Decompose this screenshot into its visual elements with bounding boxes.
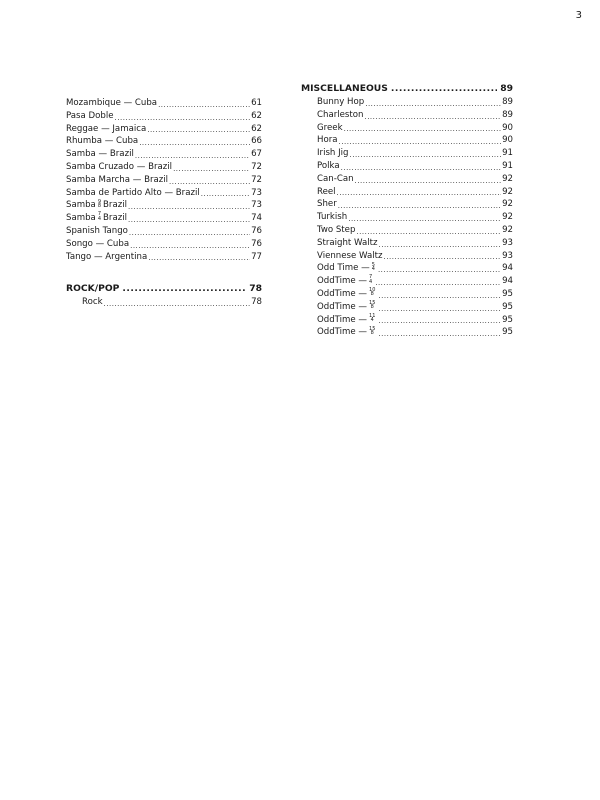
entry-title-text: Two Step (317, 224, 356, 235)
entry-title (66, 110, 114, 123)
time-signature-denominator: 4 (97, 215, 102, 222)
dot-leader (384, 252, 502, 262)
entry-title-text: Polka (317, 160, 340, 171)
time-signature (369, 314, 375, 323)
entry-page: 73 (251, 200, 262, 211)
entry-title (317, 147, 349, 160)
toc-entry[interactable] (66, 148, 262, 161)
entry-page: 90 (502, 135, 513, 146)
entry-page: 92 (502, 224, 513, 235)
dot-leader (201, 189, 250, 199)
entry-title-suffix: Brazil (103, 200, 127, 211)
entry-page: 95 (502, 314, 513, 325)
entry-title (317, 224, 355, 237)
entry-page: 72 (251, 174, 262, 185)
entry-page: 89 (502, 109, 513, 120)
entry-title (317, 186, 336, 199)
entry-page: 61 (251, 98, 262, 108)
toc-entry[interactable] (317, 314, 513, 327)
toc-entry[interactable] (317, 186, 513, 199)
entry-title (66, 148, 134, 161)
entry-title (317, 96, 364, 109)
dot-leader (128, 215, 250, 225)
entry-title (317, 301, 377, 314)
entry-title-text: Pasa Doble (66, 110, 114, 121)
toc-entry[interactable] (317, 262, 513, 275)
entry-title (66, 212, 127, 225)
dot-leader (365, 99, 501, 109)
entry-page: 66 (251, 136, 262, 147)
entry-title-text: OddTime — (317, 288, 368, 299)
entry-title-text: Turkish (317, 212, 348, 223)
entry-page: 91 (502, 160, 513, 171)
entry-title-text: Samba — Brazil (66, 149, 134, 160)
toc-entry[interactable] (66, 135, 262, 148)
toc-entry[interactable] (317, 134, 513, 147)
time-signature-denominator: 4 (370, 317, 374, 324)
dot-leader (378, 265, 501, 275)
toc-entry[interactable] (66, 110, 262, 123)
time-signature (98, 212, 101, 221)
entry-page: 91 (502, 148, 513, 159)
dot-leader (378, 329, 501, 339)
entry-title-text: Viennese Waltz (317, 250, 383, 261)
time-signature-denominator: 8 (370, 291, 374, 298)
entry-title (317, 134, 338, 147)
entry-title-text: Rhumba — Cuba (66, 136, 139, 147)
entry-page: 93 (502, 250, 513, 261)
dot-leader (130, 241, 250, 251)
entry-page: 72 (251, 161, 262, 172)
toc-entry[interactable] (66, 225, 262, 238)
entry-title-text: Reggae — Jamaica (66, 123, 147, 134)
entry-page: 94 (502, 263, 513, 274)
entry-page: 74 (251, 213, 262, 224)
entry-title-text: Reel (317, 186, 336, 197)
toc-entry[interactable] (66, 199, 262, 212)
toc-entry[interactable] (317, 147, 513, 160)
time-signature-numerator: 11 (369, 312, 376, 319)
dot-leader (379, 240, 502, 250)
dot-leader (344, 124, 502, 134)
entry-title-text: Hora (317, 135, 338, 146)
entry-title-text: Odd Time — (317, 263, 370, 274)
entry-title-text: Bunny Hop (317, 97, 365, 107)
entry-title (66, 123, 146, 136)
entry-title (66, 174, 168, 187)
section-page: 78 (249, 283, 262, 295)
misc-heading[interactable] (301, 82, 513, 96)
toc-entry[interactable] (66, 174, 262, 187)
section-title: ROCK/POP (66, 283, 120, 295)
entry-title (66, 251, 147, 264)
dot-leader (337, 188, 502, 198)
time-signature-numerator: 10 (369, 287, 376, 294)
entry-title (317, 262, 377, 275)
dot-leader (147, 125, 250, 135)
toc-entry[interactable] (317, 122, 513, 135)
rockpop-entries-list (66, 296, 262, 309)
section-page: 89 (500, 83, 513, 94)
toc-entry[interactable] (66, 212, 262, 225)
time-signature (98, 200, 101, 209)
toc-entry[interactable] (317, 198, 513, 211)
entry-title-text: Can-Can (317, 173, 354, 184)
toc-entry[interactable] (66, 123, 262, 136)
time-signature (369, 288, 375, 297)
toc-entry[interactable] (317, 224, 513, 237)
dot-leader (391, 82, 497, 96)
entry-title-text: Charleston (317, 109, 364, 120)
time-signature-numerator: 15 (369, 299, 376, 306)
toc-entry[interactable] (317, 160, 513, 173)
entry-title-text: Spanish Tango (66, 225, 128, 236)
entry-title-text: Samba (66, 200, 96, 211)
entry-title (82, 296, 103, 309)
dot-leader (139, 138, 250, 148)
toc-entry[interactable] (317, 275, 513, 288)
entry-title (317, 173, 354, 186)
dot-leader (348, 214, 501, 224)
dot-leader (378, 316, 501, 326)
toc-entry[interactable] (317, 250, 513, 263)
entry-title (317, 250, 383, 263)
entry-title-text: Samba de Partido Alto — Brazil (66, 187, 200, 198)
entry-title (66, 187, 200, 200)
entry-page: 92 (502, 186, 513, 197)
entry-page: 94 (502, 276, 513, 287)
dot-leader (148, 253, 250, 263)
dot-leader (122, 282, 246, 296)
entry-page: 93 (502, 237, 513, 248)
entry-page: 89 (502, 97, 513, 107)
toc-right-column (301, 82, 513, 339)
toc-entry[interactable] (317, 326, 513, 339)
toc-entry[interactable] (317, 109, 513, 122)
time-signature (369, 301, 375, 310)
toc-entry[interactable] (317, 288, 513, 301)
entry-title (66, 135, 138, 148)
page-number: 3 (575, 10, 582, 21)
dot-leader (378, 291, 501, 301)
misc-entries-list (301, 96, 513, 339)
entry-page: 67 (251, 149, 262, 160)
entry-page: 62 (251, 110, 262, 121)
dot-leader (339, 137, 502, 147)
entry-page: 73 (251, 187, 262, 198)
time-signature-numerator: 9 (97, 198, 102, 205)
entry-title (66, 199, 127, 212)
dot-leader (341, 163, 501, 173)
time-signature-numerator: 5 (371, 261, 375, 268)
entry-page: 76 (251, 225, 262, 236)
entry-title-text: Songo — Cuba (66, 238, 130, 249)
entry-page: 76 (251, 238, 262, 249)
entry-title (317, 122, 343, 135)
entry-title-text: OddTime — (317, 301, 368, 312)
dot-leader (355, 176, 502, 186)
dot-leader (338, 201, 501, 211)
entry-title-text: Sher (317, 199, 337, 210)
dot-leader (128, 202, 250, 212)
entry-title (317, 326, 377, 339)
entry-page: 77 (251, 251, 262, 262)
entry-title-text: Greek (317, 122, 343, 133)
time-signature-numerator: 7 (369, 274, 373, 281)
toc-entry[interactable] (82, 296, 262, 309)
entry-page: 90 (502, 122, 513, 133)
entry-title-text: Samba Cruzado — Brazil (66, 161, 173, 172)
time-signature-denominator: 8 (97, 202, 102, 209)
time-signature-numerator: 15 (369, 325, 376, 332)
toc-entry[interactable] (66, 238, 262, 251)
time-signature (369, 327, 375, 336)
time-signature (369, 275, 372, 284)
section-title: MISCELLANEOUS (301, 83, 388, 94)
entry-title (317, 198, 337, 211)
entry-title-text: OddTime — (317, 314, 368, 325)
entry-title (66, 97, 157, 110)
entry-title-text: Mozambique — Cuba (66, 98, 158, 108)
time-signature (372, 263, 375, 272)
entry-title-text: Rock (82, 297, 103, 308)
entry-title (317, 288, 377, 301)
entry-title-text: Irish Jig (317, 148, 349, 159)
dot-leader (350, 150, 502, 160)
toc-entry[interactable] (317, 173, 513, 186)
entry-title-text: Straight Waltz (317, 237, 378, 248)
toc-entry[interactable] (66, 97, 262, 110)
entry-page: 92 (502, 173, 513, 184)
dot-leader (129, 228, 250, 238)
toc-entry[interactable] (317, 301, 513, 314)
entry-title (66, 161, 172, 174)
entry-title (317, 314, 377, 327)
entry-title (317, 275, 374, 288)
entry-page: 92 (502, 212, 513, 223)
entry-title (317, 211, 347, 224)
entry-title (66, 238, 129, 251)
entry-title-text: Samba (66, 213, 96, 224)
entry-page: 95 (502, 327, 513, 338)
rockpop-heading[interactable] (66, 282, 262, 296)
entry-title (317, 160, 340, 173)
time-signature-denominator: 8 (370, 329, 374, 336)
entry-page: 78 (251, 297, 262, 308)
entry-page: 95 (502, 301, 513, 312)
entry-title-suffix: Brazil (103, 213, 127, 224)
toc-entry[interactable] (66, 251, 262, 264)
dot-leader (378, 304, 501, 314)
entry-title (317, 109, 363, 122)
section-gap (66, 263, 262, 282)
time-signature-denominator: 4 (369, 278, 373, 285)
entry-page: 62 (251, 123, 262, 134)
entry-title (66, 225, 128, 238)
dot-leader (356, 227, 501, 237)
toc-entry[interactable] (66, 187, 262, 200)
entry-page: 95 (502, 288, 513, 299)
dot-leader (135, 151, 250, 161)
entry-title-text: OddTime — (317, 327, 368, 338)
entry-title-text: OddTime — (317, 276, 368, 287)
dot-leader (169, 177, 250, 187)
latin-entries-list (66, 97, 262, 263)
toc-entry[interactable] (317, 237, 513, 250)
toc-entry[interactable] (66, 161, 262, 174)
dot-leader (104, 299, 251, 309)
toc-entry[interactable] (317, 211, 513, 224)
time-signature-denominator: 8 (370, 304, 374, 311)
time-signature-denominator: 4 (371, 265, 375, 272)
toc-entry[interactable] (317, 96, 513, 109)
dot-leader (158, 100, 250, 110)
dot-leader (364, 112, 501, 122)
time-signature-numerator: 7 (97, 211, 102, 218)
entry-title (317, 237, 378, 250)
entry-title-text: Tango — Argentina (66, 251, 148, 262)
toc-left-column (66, 97, 262, 309)
dot-leader (173, 164, 250, 174)
entry-title-text: Samba Marcha — Brazil (66, 174, 169, 185)
dot-leader (115, 113, 251, 123)
entry-page: 92 (502, 199, 513, 210)
dot-leader (375, 278, 501, 288)
